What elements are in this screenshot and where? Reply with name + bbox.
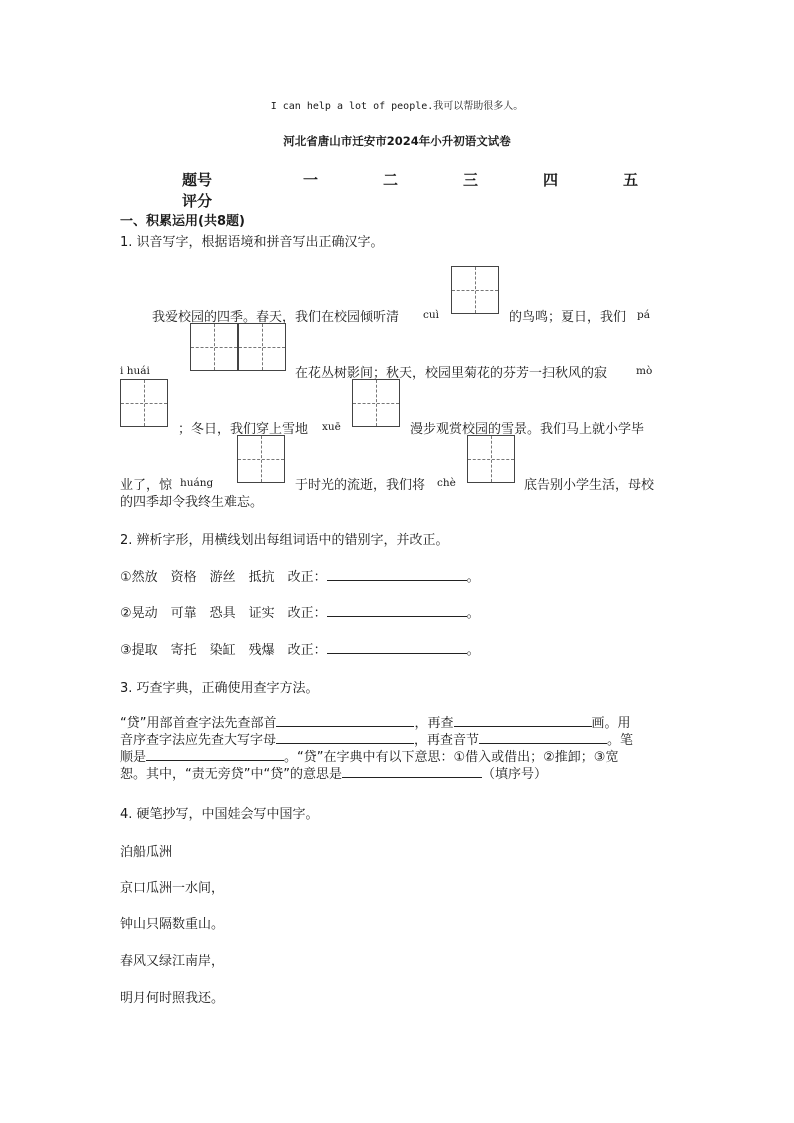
- q2-row-text: ②晃动 可靠 恐具 证实 改正：: [120, 606, 327, 621]
- section-heading: 一、积累运用(共8题): [120, 214, 245, 229]
- poem-line: 钟山只隔数重山。: [120, 917, 225, 932]
- q4-prompt: 4. 硬笔抄写，中国娃会写中国字。: [120, 807, 319, 822]
- q1-text: 的四季却令我终生难忘。: [120, 495, 264, 510]
- answer-blank[interactable]: [327, 604, 467, 617]
- q1-text: 漫步观赏校园的雪景。我们马上就小学毕: [410, 422, 645, 437]
- q3-text: 顺是: [120, 750, 147, 765]
- q3-text: 恕。其中，“责无旁贷”中“贷”的意思是: [120, 767, 342, 782]
- q2-row-text: ③提取 寄托 染缸 残爆 改正：: [120, 643, 327, 658]
- q2-row-3: [120, 639, 480, 658]
- answer-blank[interactable]: [146, 748, 284, 761]
- pinyin-label: i huái: [120, 365, 150, 377]
- q3-line-4: [120, 763, 547, 782]
- score-table-row-label: 评分: [182, 192, 213, 210]
- score-table-col-label: 题号: [182, 171, 213, 189]
- writing-grid-box[interactable]: [190, 323, 238, 371]
- q1-text: 业了，惊: [120, 478, 173, 493]
- motto-line: I can help a lot of people.我可以帮助很多人。: [270, 101, 524, 112]
- writing-grid-box[interactable]: [352, 379, 400, 427]
- pinyin-label: cuì: [423, 309, 440, 321]
- q1-text: 我爱校园的四季。春天，我们在校园倾听清: [152, 310, 400, 325]
- q3-prompt: 3. 巧查字典，正确使用查字方法。: [120, 681, 319, 696]
- score-table-col-4: 四: [543, 171, 559, 189]
- score-table-col-3: 三: [463, 171, 479, 189]
- answer-blank[interactable]: [276, 714, 414, 727]
- writing-grid-box[interactable]: [451, 266, 499, 314]
- q1-text: 在花丛树影间；秋天，校园里菊花的芬芳一扫秋风的寂: [295, 366, 608, 381]
- poem-line: 京口瓜洲一水间，: [120, 881, 225, 896]
- q2-row-end: 。: [466, 606, 480, 621]
- q3-text: ，再查: [414, 716, 454, 731]
- answer-blank[interactable]: [327, 568, 467, 581]
- writing-grid-box[interactable]: [120, 379, 168, 427]
- score-table-col-5: 五: [623, 171, 639, 189]
- q2-row-1: [120, 566, 480, 585]
- poem-title: 泊船瓜洲: [120, 845, 173, 860]
- pinyin-label: huáng: [180, 477, 214, 489]
- poem-line: 春风又绿江南岸，: [120, 954, 225, 969]
- q2-row-end: 。: [466, 570, 480, 585]
- poem-line: 明月何时照我还。: [120, 991, 225, 1006]
- pinyin-label: pá: [637, 309, 650, 321]
- pinyin-label: mò: [636, 365, 653, 377]
- score-table-col-2: 二: [383, 171, 399, 189]
- pinyin-label: chè: [437, 477, 456, 489]
- q2-row-2: [120, 602, 480, 621]
- q3-text: “贷”用部首查字法先查部首: [120, 716, 277, 731]
- q3-text: 画。用: [591, 716, 631, 731]
- q2-prompt: 2. 辨析字形，用横线划出每组词语中的错别字，并改正。: [120, 533, 449, 548]
- writing-grid-box[interactable]: [238, 323, 286, 371]
- answer-blank[interactable]: [479, 731, 607, 744]
- answer-blank[interactable]: [276, 731, 414, 744]
- q3-text: （填序号）: [481, 767, 547, 782]
- score-table-col-1: 一: [303, 171, 319, 189]
- writing-grid-box[interactable]: [467, 435, 515, 483]
- pinyin-label: xuē: [322, 421, 341, 433]
- answer-blank[interactable]: [342, 765, 482, 778]
- q1-text: ；冬日，我们穿上雪地: [178, 422, 309, 437]
- q2-row-text: ①然放 资格 游丝 抵抗 改正：: [120, 570, 327, 585]
- q3-text: ，再查音节: [414, 733, 480, 748]
- answer-blank[interactable]: [454, 714, 592, 727]
- answer-blank[interactable]: [327, 641, 467, 654]
- q3-text: 音序查字法应先查大写字母: [120, 733, 277, 748]
- exam-title: 河北省唐山市迁安市2024年小升初语文试卷: [283, 134, 511, 148]
- q1-text: 于时光的流逝，我们将: [295, 478, 426, 493]
- q2-row-end: 。: [466, 643, 480, 658]
- q1-prompt: 1. 识音写字，根据语境和拼音写出正确汉字。: [120, 235, 384, 250]
- writing-grid-box[interactable]: [237, 435, 285, 483]
- q3-text: 。笔: [607, 733, 634, 748]
- q1-text: 底告别小学生活，母校: [524, 478, 655, 493]
- q3-text: 。“贷”在字典中有以下意思：①借入或借出；②推卸；③宽: [284, 750, 619, 765]
- q1-text: 的鸟鸣；夏日，我们: [509, 310, 627, 325]
